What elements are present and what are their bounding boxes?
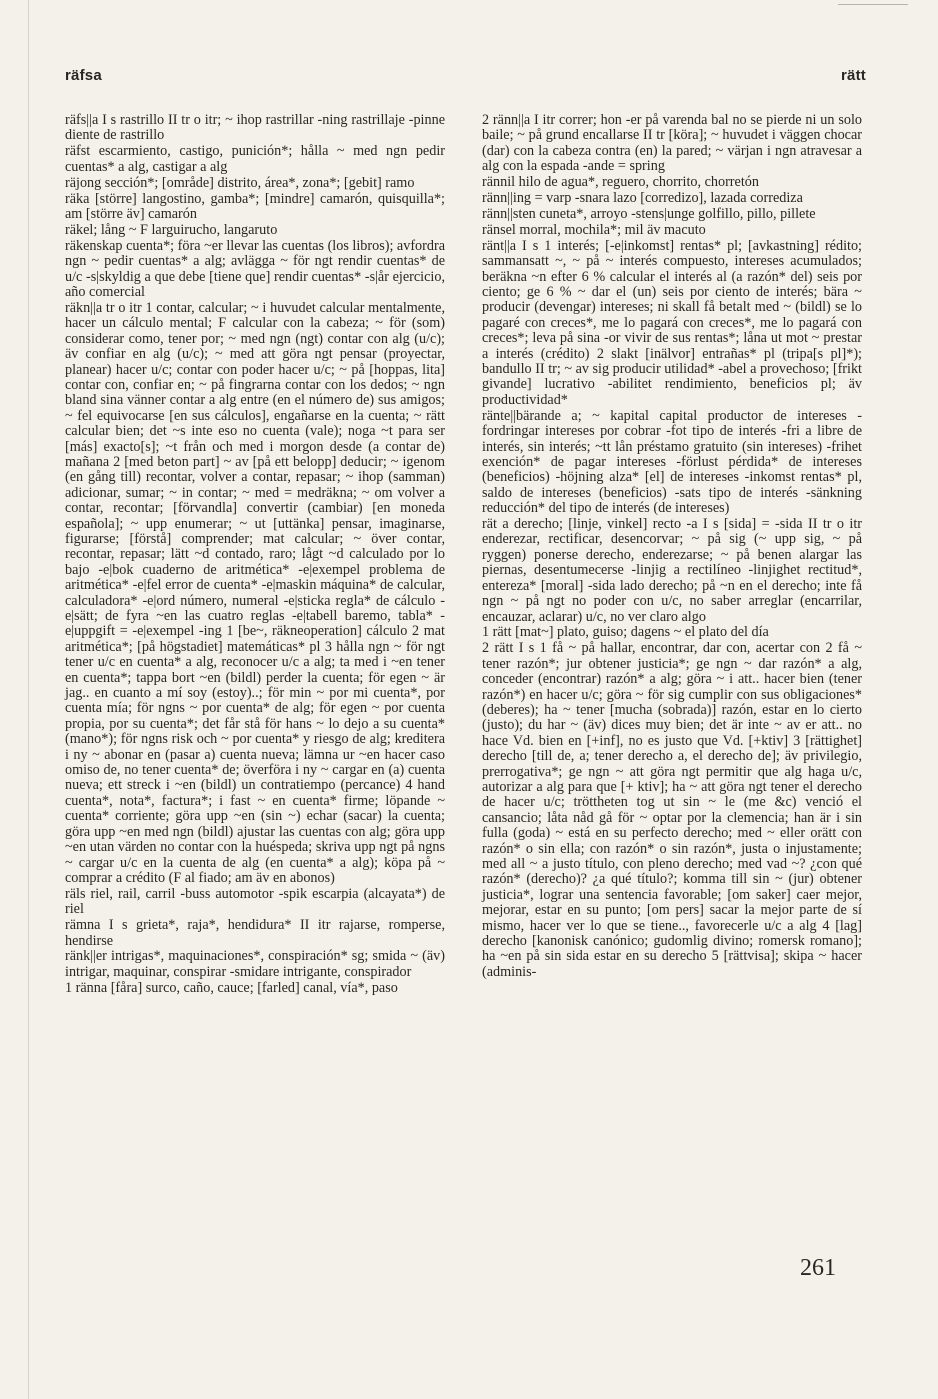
left-column — [65, 113, 445, 997]
entry-2-ranna: 2 ränn||a I itr correr; hon -er på varenda bal no se pierde ni un solo baile; ~ på grund encallarse II tr [köra]; ~ huvudet i väggen chocar (dar) con la cabeza contra (en) la pared; ~ värjan i ngn atravesar a alg con la espada -ande = spring — [482, 112, 862, 175]
entry-rakel: räkel; lång ~ F larguirucho, langaruto — [65, 221, 278, 238]
entry-ransel: ränsel morral, mochila*; mil äv macuto — [482, 221, 706, 238]
entry-rajong: räjong sección*; [område] distrito, área*, zona*; [gebit] ramo — [65, 174, 415, 191]
entry-rat: rät a derecho; [linje, vinkel] recto -a I s [sida] = -sida II tr o itr enderezar, rectificar, desencorvar; ~ på sig (~ upp sig, ~ på ryggen) ponerse derecho, enderezarse; ~ på benen alargar las piernas, desentumecerse -linjig a rectilíneo -linjighet rectitud*, entereza* [moral] -sida lado derecho; på ~n en el derecho; inte få ngn ~ på ngt no poder con u/c, no saber arreglar (encarrilar, encauzar, aclarar) u/c, no ver claro algo — [482, 516, 862, 625]
entry-rals: räls riel, rail, carril -buss automotor -spik escarpia (alcayata*) de riel — [65, 885, 445, 918]
running-head-right: rätt — [841, 67, 866, 84]
entry-ranta: ränt||a I s 1 interés; [-e|inkomst] rentas* pl; [avkastning] rédito; sammansatt ~, ~ på ~ interés compuesto, intereses acumulados; beräkna ~n efter 6 % calcular el interés al (a razón* del) seis por ciento; ge 6 % ~ dar el (un) seis por ciento de interés; bära ~ producir (devengar) intereses; ni skall få betalt med ~ (bildl) se lo pagaré con creces*, me lo pagará con creces*, me lo pagará con creces*; leva på sina -or vivir de sus rentas*; låna ut mot ~ prestar a interés (crédito) 2 slakt [inälvor] entrañas* pl (tripa[s pl]*); bandullo II tr; ~ av sig producir utilidad* -abel a provechoso; [frikt givande] lucrativo -abilitet rendimiento, beneficios pl; äv productividad* — [482, 237, 862, 408]
entry-1-ranna: 1 ränna [fåra] surco, caño, cauce; [farled] canal, vía*, paso — [65, 979, 398, 996]
entry-rannil: rännil hilo de agua*, reguero, chorrito, chorretón — [482, 174, 759, 191]
entry-rafsa: räfs||a I s rastrillo II tr o itr; ~ ihop rastrillar -ning rastrillaje -pinne diente de rastrillo — [65, 112, 445, 144]
entry-1-ratt: 1 rätt [mat~] plato, guiso; dagens ~ el plato del día — [482, 624, 769, 641]
entry-rantebarande: ränte||bärande a; ~ kapital capital productor de intereses -fordringar intereses por cobrar -fot tipo de interés -fri a libre de interés, sin interés; ~tt lån préstamo gratuito (sin intereses) -frihet exención* de pagar intereses -förlust pérdida* de intereses (beneficios) -höjning alza* [el] de intereses -inkomst rentas* pl, saldo de intereses (beneficios) -sats tipo de interés -sänkning reducción* del tipo de interés (de intereses) — [482, 407, 862, 517]
scan-edge-line — [28, 0, 29, 1399]
top-rule — [838, 4, 908, 5]
entry-2-ratt: 2 rätt I s 1 få ~ på hallar, encontrar, dar con, acertar con 2 få ~ tener razón*; jur obtener justicia*; ge ngn ~ dar razón* a alg, conceder (encontrar) razón* a alg; göra ~ i att.. hacer bien (tener razón*) en hacer u/c; göra ~ för sig cumplir con sus obligaciones* (deberes); ha ~ tener [mucha (sobrada)] razón, estar en lo cierto (justo); du har ~ (äv) dices muy bien; det är inte ~ av er att.. no hace Vd. bien en [+inf], no es justo que Vd. [+ktiv] 3 [rättighet] derecho [till de, a; tener derecho a, el derecho de]; äv privilegio, prerrogativa*; ge ngn ~ att göra ngt permitir que alg haga u/c, autorizar a alg para que [+ ktiv]; ha ~ att göra ngt tener el derecho de hacer u/c; tröttheten tog ut sin ~ le (me &c) venció el cansancio; låta nåd gå för ~ optar por la clemencia; han är i sin fulla (goda) ~ está en su perfecto derecho; med ~ eller orätt con razón* o sin ella; con razón* o sin razón*, justa o injustamente; med all ~ a justo título, con pleno derecho; med vad ~? ¿con qué razón* (derecho)? ¿a qué título?; komma till sin ~ (jur) obtener justicia*, lograr una sentencia favorable; [om saker] caer mejor, mejorar, estar en su punto; [om pers] sacar la mejor parte de sí mismo, hacer ver lo que se tiene.., favorecerle u/c a alg 4 [lag] derecho [kanonisk canónico; gudomlig divino; romersk romano]; ha ~en på sin sida estar en su derecho 5 [rättvisa]; skipa ~ hacer (adminis- — [482, 640, 862, 980]
entry-rafst: räfst escarmiento, castigo, punición*; hålla ~ med ngn pedir cuentas* a alg, castigar a alg — [65, 143, 445, 175]
entry-rakenskap: räkenskap cuenta*; föra ~er llevar las cuentas (los libros); avfordra ngn ~ pedir cuentas* a alg; avlägga ~ för ngt rendir cuentas* de u/c -s|skyldig a que debe [tiene que] rendir cuentas* -s|år ejercicio, año comercial — [65, 237, 445, 300]
entry-ramna: rämna I s grieta*, raja*, hendidura* II itr rajarse, romperse, hendirse — [65, 917, 445, 949]
entry-rakna: räkn||a tr o itr 1 contar, calcular; ~ i huvudet calcular mentalmente, hacer un cálculo mental; F calcular con la cabeza; ~ för (som) considerar como, tener por; ~ med ngn (ngt) contar con alg (u/c); äv confiar en alg (u/c); ~ med att göra ngt pensar (proyectar, planear) hacer u/c; contar con poder hacer u/c; ~ på [hoppas, lita] contar con, confiar en; ~ på fingrarna contar con los dedos; ~ ngn bland sina vänner contar a alg entre (en el número de) sus amigos; ~ fel equivocarse [en sus cálculos], engañarse en la cuenta; ~ rätt calcular bien; det ~s inte eso no cuenta (vale); noga ~t para ser [más] exacto[s]; ~t från och med i morgon desde (a contar de) mañana 2 [med beton part] ~ av [på ett belopp] deducir; ~ igenom (en gång till) recontar, volver a contar, repasar; ~ ihop (samman) adicionar, sumar; ~ in contar; ~ med = medräkna; ~ om volver a contar, recontar; [förvandla] convertir (cambiar) [en moneda española]; ~ upp enumerar; ~ ut [uttänka] pensar, imaginarse, figurarse; [förstå] comprender; mat calcular; ~ över contar, recontar, repasar; lätt ~d contado, raro; lågt ~d calculado por lo bajo -e|bok cuaderno de aritmética* -e|exempel problema de aritmética* -e|fel error de cuenta* -e|maskin máquina* de calcular, calculadora* -e|ord número, numeral -e|sticka regla* de cálculo -e|sätt; de fyra ~en las cuatro reglas -e|tabell baremo, tabla* -e|uppgift = -e|exempel -ing 1 [be~, räkneoperation] cálculo 2 mat aritmética*; [på högstadiet] matemáticas* pl 3 hålla ngn ~ för ngt tener u/c en cuenta* a alg, reconocer u/c a alg; ta med i ~en tener en cuenta*; tappa bort ~en (bildl) perder la cuenta; för egen ~ är jag.. en cuanto a mí soy (estoy)..; för min ~ por mi cuenta*, por cuenta mía; för ngns ~ por cuenta* de alg; för egen ~ por cuenta propia, por su cuenta*; det får stå för hans ~ lo dejo a su cuenta* (mano*); för ngns risk och ~ por cuenta* y riesgo de alg; kreditera i ny ~ abonar en (pasar a) cuenta nueva; lämna ur ~en hacer caso omiso de, no tener cuenta* de; överföra i ny ~ cargar en (a) cuenta nueva; ett streck i ~en (bildl) un contratiempo (percance) 4 hand cuenta*, nota*, factura*; i fast ~ en cuenta* firme; löpande ~ cuenta* corriente; göra upp ~en (sin ~) echar (sacar) la cuenta; göra upp ~en med ngn (bildl) ajustar las cuentas con alg; göra upp ~en utan värden no contar con la huéspeda; skriva upp ngt på ngns ~ cargar u/c en la cuenta de alg (en cuenta* a alg); köpa på ~ comprar a crédito (F al fiado; am äv en abonos) — [65, 299, 445, 886]
entry-ranker: ränk||er intrigas*, maquinaciones*, conspiración* sg; smida ~ (äv) intrigar, maquinar, conspirar -smidare intrigante, conspirador — [65, 948, 445, 980]
running-head-left: räfsa — [65, 67, 102, 84]
entry-raka: räka [större] langostino, gamba*; [mindre] camarón, quisquilla*; am [större äv] camarón — [65, 190, 445, 222]
entry-rannsten: ränn||sten cuneta*, arroyo -stens|unge golfillo, pillo, pillete — [482, 205, 816, 222]
page-number: 261 — [800, 1255, 836, 1281]
entry-ranning: ränn||ing = varp -snara lazo [corredizo], lazada corrediza — [482, 190, 803, 207]
right-column — [482, 113, 862, 981]
